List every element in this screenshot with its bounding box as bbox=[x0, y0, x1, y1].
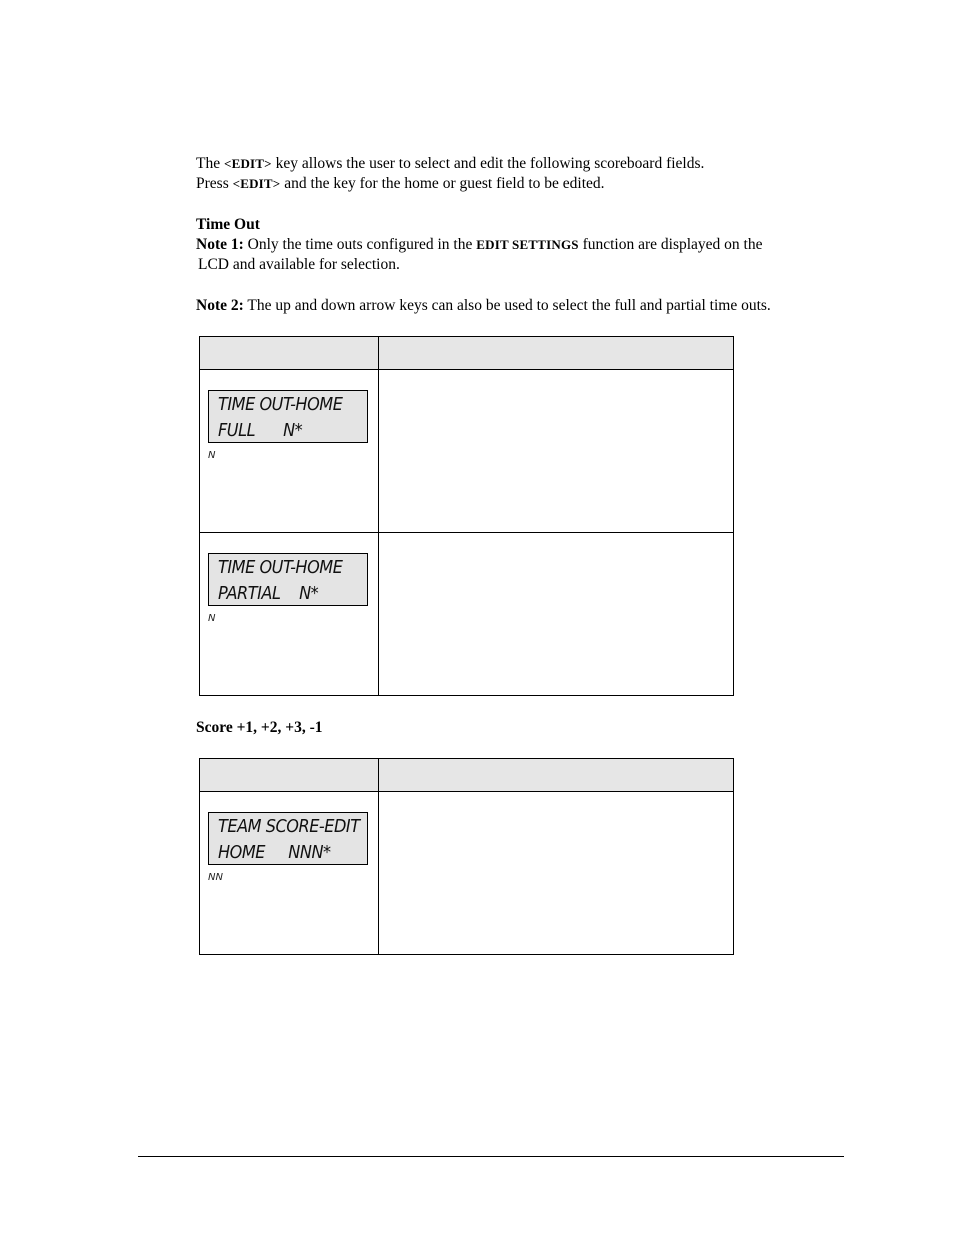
lcd-line-1: TIME OUT-HOME bbox=[218, 395, 343, 415]
lcd-cell bbox=[200, 370, 379, 533]
intro-text: The bbox=[196, 155, 224, 172]
lcd-display bbox=[208, 553, 368, 606]
description-cell bbox=[379, 533, 734, 696]
note-1-line-2: LCD and available for selection. bbox=[198, 256, 400, 273]
note-1 bbox=[196, 235, 762, 255]
lcd-display bbox=[208, 812, 368, 865]
note-2-label: Note 2: bbox=[196, 297, 244, 314]
table-header-cell bbox=[200, 759, 379, 792]
lcd-line-1: TIME OUT-HOME bbox=[218, 558, 343, 578]
table-header-cell bbox=[200, 337, 379, 370]
lcd-legend: N bbox=[208, 613, 216, 624]
lcd-line-2: FULL N* bbox=[218, 421, 303, 441]
lcd-cell bbox=[200, 792, 379, 955]
note-1-text: function are displayed on the bbox=[578, 236, 763, 253]
lcd-line-1: TEAM SCORE-EDIT bbox=[218, 817, 360, 837]
lcd-line-2: HOME NNN* bbox=[218, 843, 331, 863]
intro-text: Press bbox=[196, 175, 233, 192]
score-heading: Score +1, +2, +3, -1 bbox=[196, 719, 323, 736]
lcd-line-2: PARTIAL N* bbox=[218, 584, 319, 604]
description-cell bbox=[379, 792, 734, 955]
intro-line-1 bbox=[196, 154, 704, 174]
footer-rule bbox=[138, 1156, 844, 1157]
table-header-cell bbox=[379, 759, 734, 792]
note-2-text: The up and down arrow keys can also be used to select the full and partial time outs. bbox=[243, 297, 771, 314]
lcd-display bbox=[208, 390, 368, 443]
note-1-label: Note 1: bbox=[196, 236, 244, 253]
table-header-row bbox=[200, 759, 734, 792]
intro-line-2 bbox=[196, 174, 605, 194]
table-header-cell bbox=[379, 337, 734, 370]
table-row bbox=[200, 792, 734, 955]
lcd-legend: N bbox=[208, 450, 216, 461]
time-out-heading: Time Out bbox=[196, 216, 260, 233]
time-out-table bbox=[199, 336, 734, 696]
table-header-row bbox=[200, 337, 734, 370]
score-table bbox=[199, 758, 734, 955]
table-row bbox=[200, 370, 734, 533]
intro-text: and the key for the home or guest field to be edited. bbox=[280, 175, 605, 192]
table-row bbox=[200, 533, 734, 696]
edit-key-label: <EDIT> bbox=[232, 176, 281, 191]
lcd-legend: NN bbox=[208, 872, 223, 883]
note-2 bbox=[196, 296, 771, 316]
intro-text: key allows the user to select and edit the following scoreboard fields. bbox=[271, 155, 705, 172]
lcd-cell bbox=[200, 533, 379, 696]
edit-settings-key-label: EDIT SETTINGS bbox=[476, 237, 579, 252]
description-cell bbox=[379, 370, 734, 533]
edit-key-label: <EDIT> bbox=[223, 156, 272, 171]
note-1-text: Only the time outs configured in the bbox=[243, 236, 477, 253]
